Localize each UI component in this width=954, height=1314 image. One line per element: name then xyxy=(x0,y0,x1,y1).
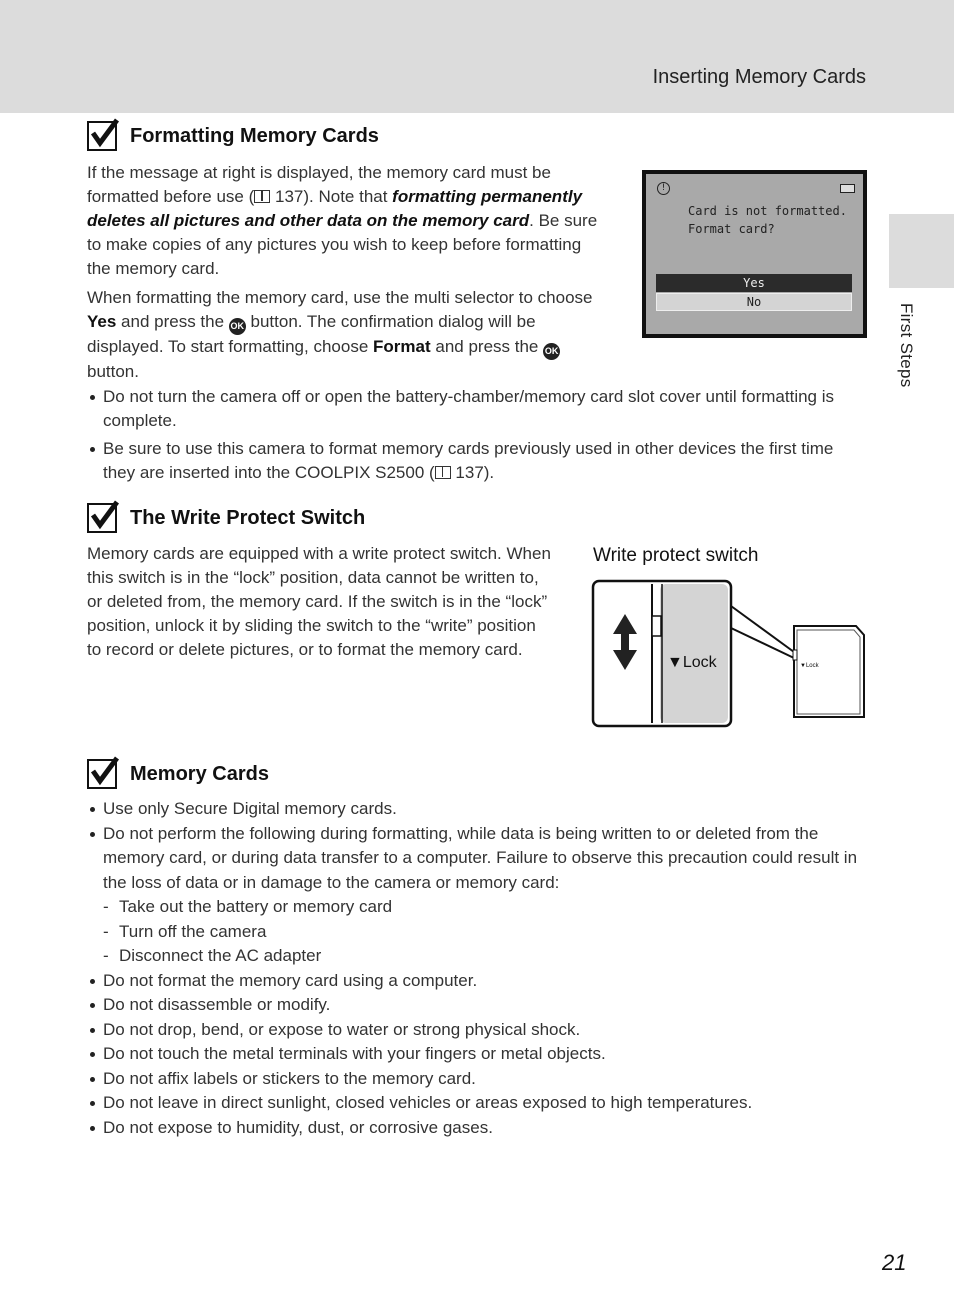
memory-card-bullets xyxy=(87,797,867,1140)
sub-list-item: - Take out the battery or memory card xyxy=(103,895,867,920)
formatting-bullets xyxy=(87,385,867,485)
list-item: Do not turn the camera off or open the battery-chamber/memory card slot cover until formatting is complete. xyxy=(87,385,867,433)
book-reference-icon xyxy=(254,190,270,203)
figure-label: Write protect switch xyxy=(593,545,759,566)
sub-list xyxy=(103,895,867,969)
ok-button-icon: OK xyxy=(543,343,560,360)
list-item: Do not format the memory card using a computer. xyxy=(87,969,867,994)
camera-screen xyxy=(642,170,867,338)
battery-icon xyxy=(840,184,855,193)
side-tab-label: First Steps xyxy=(897,303,916,388)
list-item: Do not perform the following during formatting, while data is being written to or deleted from the memory card, or during data transfer to a computer. Failure to observe this precaution could result in the loss of data or in damage to the camera or memory card: - Take out the battery or memory card - Turn off the camera - Disconnect the AC adapter xyxy=(87,822,867,969)
sub-list-item: - Disconnect the AC adapter xyxy=(103,944,867,969)
screen-message: Card is not formatted. Format card? xyxy=(688,204,847,236)
list-item: Do not touch the metal terminals with your fingers or metal objects. xyxy=(87,1042,867,1067)
section-title: The Write Protect Switch xyxy=(130,506,366,529)
lock-label: ▼Lock xyxy=(667,654,717,671)
section-heading-memory-cards xyxy=(87,759,269,789)
header-band xyxy=(0,0,954,113)
checkmark-icon xyxy=(87,503,117,533)
list-item: Use only Secure Digital memory cards. xyxy=(87,797,867,822)
ok-button-icon: OK xyxy=(229,318,246,335)
formatting-paragraph-2: When formatting the memory card, use the multi selector to choose Yes and press the OK button. The confirmation dialog will be displayed. To start formatting, choose Format and press the OK button. xyxy=(87,288,593,381)
header-title: Inserting Memory Cards xyxy=(652,66,866,88)
checkmark-icon xyxy=(87,121,117,151)
list-item: Do not disassemble or modify. xyxy=(87,993,867,1018)
side-tab xyxy=(889,214,954,288)
formatting-paragraph-1: If the message at right is displayed, the memory card must be formatted before use ( 137). Note that formatting permanently deletes all pictures and other data on the memory card. Be sure to make copies of any pictures you wish to keep before formatting the memory card. xyxy=(87,163,598,278)
section-heading-formatting xyxy=(87,121,379,151)
checkmark-icon xyxy=(87,759,117,789)
list-item: Do not expose to humidity, dust, or corrosive gases. xyxy=(87,1116,867,1141)
write-protect-diagram xyxy=(590,578,870,730)
section-title: Memory Cards xyxy=(130,762,269,785)
page-number: 21 xyxy=(882,1250,907,1275)
write-protect-paragraph: Memory cards are equipped with a write protect switch. When this switch is in the “lock” position, data cannot be written to, or deleted from, the memory card. If the switch is in the “lock” position, unlock it by sliding the switch to the “write” position to record or delete pictures, or to format the memory card. xyxy=(87,544,551,659)
section-heading-write-protect xyxy=(87,503,365,533)
sub-list-item: - Turn off the camera xyxy=(103,920,867,945)
warning-icon: ! xyxy=(657,182,670,195)
list-item: Do not drop, bend, or expose to water or strong physical shock. xyxy=(87,1018,867,1043)
list-item: Do not leave in direct sunlight, closed vehicles or areas exposed to high temperatures. xyxy=(87,1091,867,1116)
lock-label-small: ▼Lock xyxy=(800,663,819,669)
section-title: Formatting Memory Cards xyxy=(130,124,379,147)
list-item: Do not affix labels or stickers to the memory card. xyxy=(87,1067,867,1092)
book-reference-icon xyxy=(435,466,451,479)
screen-option-no: No xyxy=(656,293,852,311)
screen-option-yes: Yes xyxy=(656,274,852,292)
list-item: Be sure to use this camera to format memory cards previously used in other devices the first time they are inserted into the COOLPIX S2500 ( 137). xyxy=(87,437,867,485)
